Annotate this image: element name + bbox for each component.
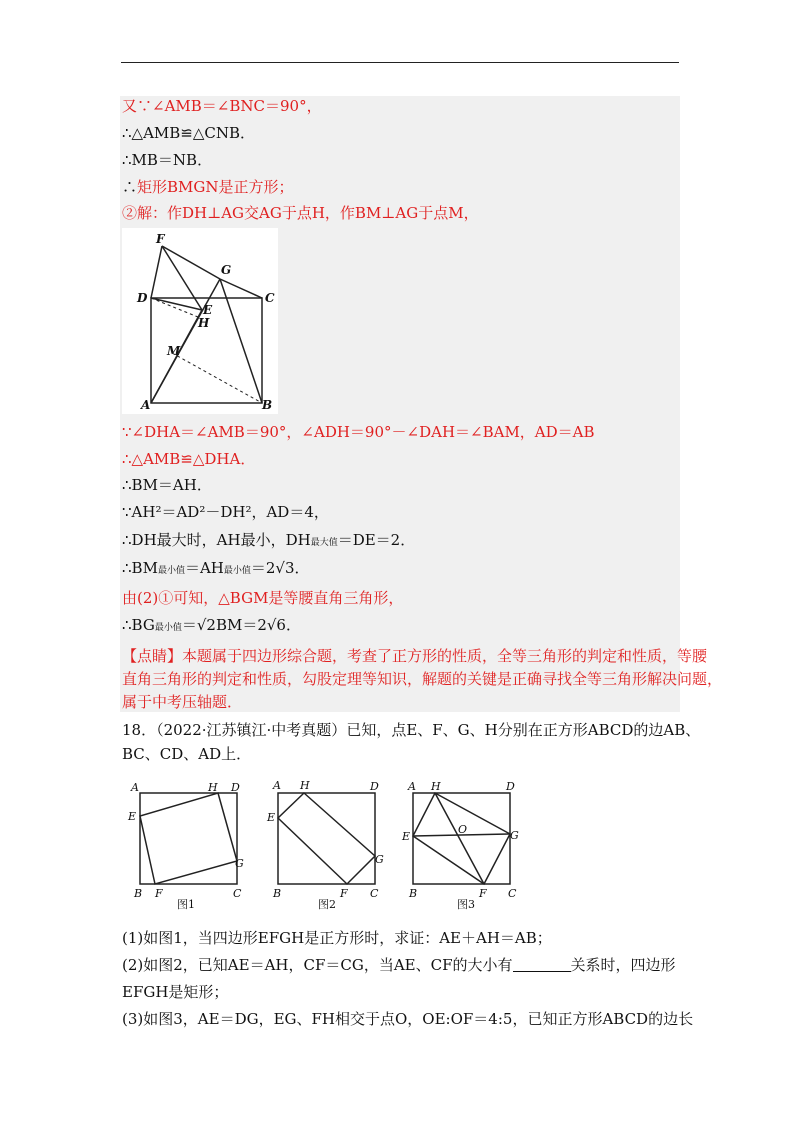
- svg-text:A: A: [273, 779, 281, 792]
- svg-text:D: D: [370, 780, 379, 793]
- svg-text:E: E: [267, 811, 276, 824]
- fig3-caption: 图3: [457, 898, 475, 911]
- solution-line-7: ∴△AMB≌△DHA．: [122, 450, 256, 468]
- label-M: M: [167, 344, 181, 358]
- solution-line-8: ∴BM＝AH．: [122, 476, 212, 494]
- svg-text:D: D: [231, 781, 240, 794]
- svg-text:O: O: [458, 823, 468, 836]
- svg-text:F: F: [479, 887, 487, 900]
- svg-text:A: A: [131, 781, 139, 794]
- label-A: A: [141, 398, 151, 412]
- solution-line-1: 又∵∠AMB＝∠BNC＝90°，: [122, 97, 322, 115]
- solution-line-2: ∴△AMB≌△CNB．: [122, 124, 256, 142]
- svg-text:C: C: [508, 887, 517, 900]
- solution-line-13: ∴BG最小值＝√2BM＝2√6．: [122, 616, 301, 634]
- svg-text:C: C: [233, 887, 242, 900]
- question-source: （2022·江苏镇江·中考真题）: [156, 721, 347, 739]
- solution-line-3: ∴MB＝NB．: [122, 151, 213, 169]
- label-B: B: [262, 398, 273, 412]
- question-number: 18．: [122, 721, 157, 739]
- answer-blank[interactable]: [513, 957, 571, 972]
- label-F: F: [156, 232, 165, 246]
- comment-line-3: 属于中考压轴题．: [122, 693, 243, 711]
- solution-line-11: ∴BM最小值＝AH最小值＝2√3．: [122, 559, 310, 577]
- question-part-2-cont: EFGH是矩形；: [122, 983, 229, 1001]
- svg-text:B: B: [409, 887, 418, 900]
- svg-text:H: H: [431, 780, 441, 793]
- solution-figure: [122, 228, 278, 414]
- solution-line-5: ②解：作DH⊥AG交AG于点H，作BM⊥AG于点M，: [122, 204, 479, 222]
- svg-text:B: B: [134, 887, 143, 900]
- comment-line-2: 直角三角形的判定和性质，勾股定理等知识，解题的关键是正确寻找全等三角形解决问题，: [122, 670, 723, 688]
- label-D: D: [137, 291, 148, 305]
- question-part-2: (2)如图2，已知AE＝AH，CF＝CG，当AE、CF的大小有 关系时，四边形: [122, 956, 676, 974]
- fig2-caption: 图2: [318, 898, 336, 911]
- question-stem-line-1: 18．（2022·江苏镇江·中考真题）已知，点E、F、G、H分别在正方形ABCD的边AB、: [122, 721, 701, 739]
- svg-text:E: E: [128, 810, 137, 823]
- svg-text:B: B: [273, 887, 282, 900]
- solution-line-9: ∵AH²＝AD²－DH²，AD＝4，: [122, 503, 329, 521]
- svg-text:C: C: [370, 887, 379, 900]
- svg-text:F: F: [340, 887, 348, 900]
- label-E: E: [203, 303, 213, 317]
- question-figures: [122, 775, 522, 915]
- question-part-1: (1)如图1，当四边形EFGH是正方形时，求证：AE＋AH＝AB；: [122, 929, 552, 947]
- label-G: G: [221, 263, 232, 277]
- svg-text:A: A: [408, 780, 416, 793]
- svg-text:G: G: [510, 829, 519, 842]
- label-H: H: [198, 316, 210, 330]
- svg-text:G: G: [235, 857, 244, 870]
- label-C: C: [265, 291, 275, 305]
- solution-line-4: ∴矩形BMGN是正方形；: [122, 178, 294, 196]
- comment-line-1: 【点睛】本题属于四边形综合题，考查了正方形的性质，全等三角形的判定和性质，等腰: [122, 647, 708, 665]
- svg-text:H: H: [300, 779, 310, 792]
- header-rule: [121, 62, 679, 63]
- question-part-3: (3)如图3，AE＝DG，EG、FH相交于点O，OE:OF＝4:5，已知正方形ABCD的边长: [122, 1010, 694, 1028]
- fig1-caption: 图1: [177, 898, 195, 911]
- svg-text:G: G: [375, 853, 384, 866]
- svg-text:H: H: [208, 781, 218, 794]
- question-stem-line-2: BC、CD、AD上．: [122, 745, 252, 763]
- svg-text:F: F: [155, 887, 163, 900]
- svg-text:D: D: [506, 780, 515, 793]
- solution-line-12: 由(2)①可知，△BGM是等腰直角三角形，: [122, 589, 404, 607]
- solution-line-6: ∵∠DHA＝∠AMB＝90°，∠ADH＝90°－∠DAH＝∠BAM，AD＝AB: [122, 423, 595, 441]
- svg-text:E: E: [402, 830, 411, 843]
- solution-line-10: ∴DH最大时，AH最小，DH最大值＝DE＝2．: [122, 531, 416, 549]
